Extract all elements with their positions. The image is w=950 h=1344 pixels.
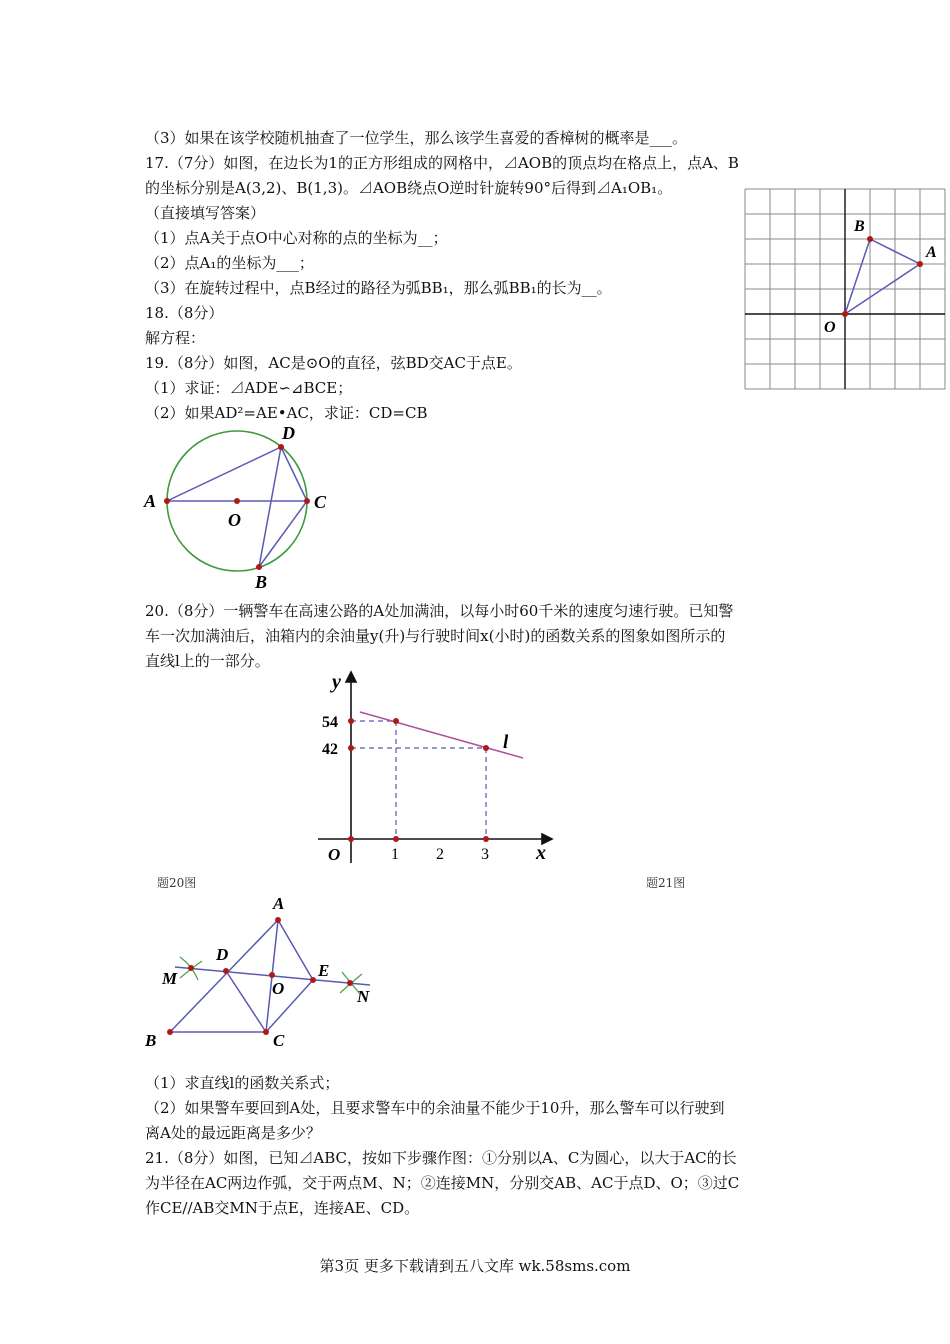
y-tick-42: 42 bbox=[322, 741, 338, 758]
triangle-figure bbox=[140, 890, 380, 1060]
origin-label: O bbox=[328, 845, 341, 864]
q18-title: 18.（8分） bbox=[145, 304, 224, 322]
point-o bbox=[234, 498, 240, 504]
point-a bbox=[917, 261, 923, 267]
q17-part1: （1）点A关于点O中心对称的点的坐标为__； bbox=[145, 229, 448, 247]
label-c: C bbox=[273, 1031, 285, 1050]
x-tick-3: 3 bbox=[481, 846, 489, 863]
fuel-graph bbox=[310, 668, 560, 868]
l-label: l bbox=[503, 732, 509, 753]
grid-figure bbox=[742, 186, 947, 391]
label-a: A bbox=[273, 894, 285, 913]
label-n: N bbox=[357, 987, 370, 1006]
y-label: y bbox=[332, 671, 341, 693]
point-o bbox=[269, 972, 275, 978]
origin bbox=[348, 836, 354, 842]
label-c: C bbox=[314, 492, 327, 512]
label-a: A bbox=[144, 491, 157, 511]
circle-figure bbox=[140, 420, 340, 595]
point-1-54 bbox=[393, 718, 399, 724]
x-tick-1: 1 bbox=[391, 846, 399, 863]
q19-stem: 19.（8分）如图，AC是⊙O的直径，弦BD交AC于点E。 bbox=[145, 354, 522, 372]
label-b: B bbox=[854, 218, 865, 235]
tick-42 bbox=[348, 745, 354, 751]
point-o bbox=[842, 311, 848, 317]
label-d: D bbox=[216, 945, 229, 964]
q16-part3: （3）如果在该学校随机抽查了一位学生，那么该学生喜爱的香樟树的概率是___。 bbox=[145, 129, 688, 147]
label-o: O bbox=[228, 510, 241, 530]
point-d bbox=[278, 444, 284, 450]
point-e bbox=[310, 977, 316, 983]
label-a: A bbox=[926, 244, 937, 261]
q20-stem-3: 直线l上的一部分。 bbox=[145, 652, 270, 670]
y-tick-54: 54 bbox=[322, 714, 338, 731]
q21-stem-2: 为半径在AC两边作弧，交于两点M、N；②连接MN，分别交AB、AC于点D、O；③过C bbox=[145, 1174, 740, 1192]
point-d bbox=[223, 968, 229, 974]
q17-part3: （3）在旋转过程中，点B经过的路径为弧BB₁，那么弧BB₁的长为__。 bbox=[145, 279, 612, 297]
point-n bbox=[347, 980, 353, 986]
q17-stem-1: 17.（7分）如图，在边长为1的正方形组成的网格中，⊿AOB的顶点均在格点上，点A、B bbox=[145, 154, 739, 172]
x-label: x bbox=[536, 842, 546, 864]
q17-note: （直接填写答案） bbox=[145, 204, 266, 222]
fig20-caption: 题20图 bbox=[157, 876, 197, 890]
q21-stem-1: 21.（8分）如图，已知⊿ABC，按如下步骤作图：①分别以A、C为圆心，以大于AC的长 bbox=[145, 1149, 737, 1167]
point-b bbox=[867, 236, 873, 242]
x-tick-2: 2 bbox=[436, 846, 444, 863]
line-l bbox=[360, 712, 523, 758]
fig21-caption: 题21图 bbox=[646, 876, 686, 890]
q20-part2-2: 离A处的最远距离是多少？ bbox=[145, 1124, 321, 1142]
point-b bbox=[256, 564, 262, 570]
q20-stem-1: 20.（8分）一辆警车在高速公路的A处加满油，以每小时60千米的速度匀速行驶。已知警 bbox=[145, 602, 734, 620]
q19-part2: （2）如果AD²=AE•AC，求证：CD=CB bbox=[145, 404, 428, 422]
point-m bbox=[188, 965, 194, 971]
q20-part1: （1）求直线l的函数关系式； bbox=[145, 1074, 340, 1092]
label-d: D bbox=[282, 423, 295, 443]
label-m: M bbox=[162, 969, 178, 988]
triangle-aob bbox=[845, 239, 920, 314]
tick-54 bbox=[348, 718, 354, 724]
tick-x1 bbox=[393, 836, 399, 842]
tick-x3 bbox=[483, 836, 489, 842]
label-b: B bbox=[145, 1031, 157, 1050]
label-b: B bbox=[255, 572, 268, 592]
label-e: E bbox=[318, 961, 330, 980]
point-c bbox=[263, 1029, 269, 1035]
q17-part2: （2）点A₁的坐标为___； bbox=[145, 254, 314, 272]
q17-stem-2: 的坐标分别是A(3,2)、B(1,3)。⊿AOB绕点O逆时针旋转90°后得到⊿A₁OB₁。 bbox=[145, 179, 673, 197]
point-a bbox=[164, 498, 170, 504]
point-b bbox=[167, 1029, 173, 1035]
q18-stem: 解方程： bbox=[145, 329, 206, 347]
label-o: O bbox=[824, 319, 836, 336]
point-c bbox=[304, 498, 310, 504]
page-footer: 第3页 更多下载请到五八文库 wk.58sms.com bbox=[319, 1257, 631, 1275]
q19-part1: （1）求证：⊿ADE∽⊿BCE； bbox=[145, 379, 353, 397]
q20-part2-1: （2）如果警车要回到A处，且要求警车中的余油量不能少于10升，那么警车可以行驶到 bbox=[145, 1099, 725, 1117]
q20-stem-2: 车一次加满油后，油箱内的余油量y(升)与行驶时间x(小时)的函数关系的图象如图所示的 bbox=[145, 627, 726, 645]
label-o: O bbox=[272, 979, 285, 998]
point-a bbox=[275, 917, 281, 923]
point-3-42 bbox=[483, 745, 489, 751]
q21-stem-3: 作CE//AB交MN于点E，连接AE、CD。 bbox=[145, 1199, 420, 1217]
